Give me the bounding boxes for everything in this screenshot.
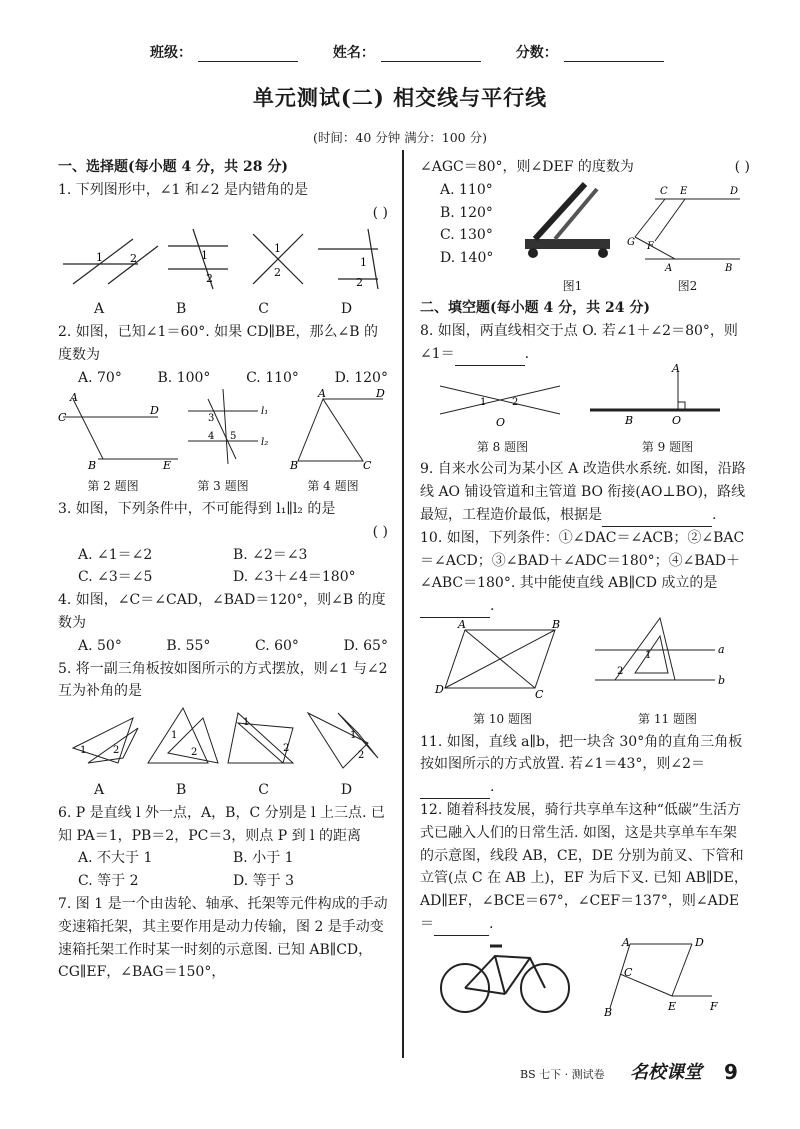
svg-text:G: G: [627, 236, 635, 248]
question-text: 7. 图 1 是一个由齿轮、轴承、托架等元件构成的手动变速箱托架，其主要作用是动力传输，图 2 是手动变速箱托架工作时某一时刻的示意图. 已知 AB∥CD，CG∥EF，∠BAG＝150°，: [58, 895, 388, 981]
q7-figure-1-gearbox: [525, 184, 610, 258]
q5-figures: [58, 703, 388, 771]
page-title: 单元测试(二) 相交线与平行线: [252, 85, 548, 110]
svg-text:B: B: [290, 459, 299, 473]
svg-text:C: C: [58, 411, 67, 425]
svg-text:2: 2: [274, 266, 281, 280]
svg-text:4: 4: [208, 431, 215, 443]
svg-text:E: E: [668, 999, 677, 1013]
page-number: 9: [724, 1060, 738, 1084]
q8-end: .: [524, 345, 530, 362]
caption-q11: 第 11 题图: [638, 711, 697, 726]
q5-option-a[interactable]: A: [93, 781, 105, 798]
svg-text:A: A: [622, 935, 630, 949]
svg-text:2: 2: [512, 396, 519, 408]
q2-option-a[interactable]: A. 70°: [78, 369, 122, 386]
q5-figure-c: [228, 713, 293, 763]
question-8: [420, 320, 750, 366]
q9-end: .: [712, 506, 717, 523]
score-label: 分数：: [515, 45, 558, 61]
caption-q4: 第 4 题图: [307, 479, 359, 494]
q7-option-a[interactable]: A. 110°: [440, 181, 493, 198]
q3-option-b[interactable]: B. ∠2＝∠3: [233, 546, 308, 563]
svg-text:1: 1: [80, 745, 87, 757]
q12-frame-diagram: [603, 936, 718, 1019]
column-divider: [402, 150, 404, 1058]
q1-figures: [58, 224, 388, 294]
q4-option-d[interactable]: D. 65°: [343, 637, 388, 654]
q2-option-d[interactable]: D. 120°: [334, 369, 388, 386]
svg-text:1: 1: [274, 242, 281, 256]
question-text: 5. 将一副三角板按如图所示的方式摆放，则∠1 与∠2 互为补角的是: [58, 660, 388, 700]
svg-text:E: E: [163, 459, 172, 473]
question-text: 1. 下列图形中，∠1 和∠2 是内错角的是: [58, 181, 308, 198]
q6-option-b[interactable]: B. 小于 1: [233, 850, 294, 867]
svg-text:A: A: [672, 361, 680, 375]
answer-paren: ( ): [372, 204, 388, 221]
svg-text:1: 1: [350, 730, 357, 742]
figure-q4: [289, 387, 385, 472]
svg-text:E: E: [680, 185, 688, 197]
q7-figure-2-diagram: [627, 186, 740, 274]
question-text: 12. 随着科技发展，骑行共享单车这种“低碳”生活方式已融入人们的日常生活. 如图，这是共享单车车架的示意图，线段 AB，CE，DE 分别为前叉、下管和立管(点 C 在 AB 上)，EF 为后下叉. 已知 AB∥DE，AD∥EF，∠BCE＝67°，∠CEF＝137°，则∠ADE＝: [420, 801, 748, 932]
question-text: 8. 如图，两直线相交于点 O. 若∠1＋∠2＝80°，则∠1＝: [420, 323, 738, 362]
question-text: 11. 如图，直线 a∥b，把一块含 30°角的直角三角板按如图所示的方式放置. 若∠1＝43°，则∠2＝: [420, 733, 743, 773]
q1-options: [58, 298, 388, 321]
q7-figure-svg: [515, 179, 745, 274]
section-choice-title: 一、选择题(每小题 4 分，共 28 分): [58, 159, 288, 175]
q5-option-d[interactable]: D: [340, 781, 353, 798]
q5-figure-b: [148, 708, 218, 763]
svg-text:O: O: [496, 415, 506, 429]
q3-option-a[interactable]: A. ∠1＝∠2: [78, 546, 153, 563]
svg-text:1: 1: [360, 256, 367, 270]
svg-text:C: C: [363, 459, 372, 473]
question-6: [58, 802, 388, 893]
q7-captions: [515, 275, 745, 298]
question-3: [58, 498, 388, 589]
svg-text:b: b: [718, 673, 726, 687]
svg-text:l₁: l₁: [261, 406, 269, 418]
svg-text:F: F: [647, 240, 654, 252]
svg-text:B: B: [625, 413, 634, 427]
q5-figure-a: [73, 718, 138, 763]
figure-q11: [595, 618, 725, 687]
q12-figures: [420, 935, 750, 1019]
svg-text:O: O: [672, 413, 682, 427]
student-info-header: [150, 42, 694, 62]
svg-text:C: C: [624, 965, 633, 979]
caption-q8: 第 8 题图: [476, 439, 529, 454]
svg-text:D: D: [695, 935, 704, 949]
q5-option-b[interactable]: B: [175, 781, 187, 798]
svg-text:B: B: [604, 1005, 613, 1019]
left-column: [58, 156, 388, 984]
q3-option-c[interactable]: C. ∠3＝∠5: [78, 569, 153, 586]
figures-2-3-4: [58, 387, 388, 473]
q7-body: [420, 179, 750, 298]
q2-options: [58, 367, 388, 390]
captions-2-3-4: [58, 475, 388, 498]
class-label: 班级：: [150, 45, 192, 61]
svg-text:2: 2: [113, 745, 120, 757]
caption-fig2: 图2: [677, 278, 698, 293]
svg-text:C: C: [535, 687, 544, 701]
figure-q10: [434, 618, 560, 701]
figures-10-11: [420, 618, 750, 700]
q4-option-c[interactable]: C. 60°: [255, 637, 299, 654]
caption-fig1: 图1: [562, 278, 583, 293]
q3-options: [58, 544, 388, 590]
caption-q10: 第 10 题图: [473, 711, 532, 726]
svg-text:B: B: [552, 617, 561, 631]
svg-text:A: A: [458, 617, 466, 631]
question-7-continued: [420, 156, 750, 179]
q4-options: [58, 635, 388, 658]
svg-text:1: 1: [96, 251, 103, 265]
footer-series: BS 七下 · 测试卷: [520, 1068, 605, 1081]
name-label: 姓名：: [332, 45, 375, 61]
question-text: 2. 如图，已知∠1＝60°. 如果 CD∥BE，那么∠B 的度数为: [58, 323, 378, 363]
q7-options: [420, 179, 515, 298]
svg-text:1: 1: [645, 649, 652, 661]
q3-option-d[interactable]: D. ∠3＋∠4＝180°: [233, 569, 356, 586]
svg-text:1: 1: [480, 396, 487, 408]
question-12: [420, 799, 750, 936]
svg-text:B: B: [88, 459, 97, 473]
q1-figure-c: [253, 234, 303, 284]
q12-end: .: [489, 915, 494, 932]
captions-10-11: [420, 708, 750, 731]
question-text: 9. 自来水公司为某小区 A 改造供水系统. 如图，沿路线 AO 铺设管道和主管道 BO 衔接(AO⊥BO)，路线最短，工程造价最低，根据是: [420, 461, 746, 523]
question-text: 10. 如图，下列条件：①∠DAC＝∠ACB；②∠BAC＝∠ACD；③∠BAD＋∠ADC＝180°；④∠BAD＋∠ABC＝180°. 其中能使直线 AB∥CD 成立的是: [420, 529, 745, 592]
svg-text:1: 1: [201, 249, 208, 263]
svg-text:a: a: [718, 642, 725, 656]
question-2: [58, 321, 388, 389]
q1-figure-d: [318, 229, 378, 289]
q10-end: .: [490, 598, 495, 615]
q6-options: [58, 847, 388, 893]
question-text: 6. P 是直线 l 外一点，A，B，C 分别是 l 上三点. 已知 PA＝1，PB＝2，PC＝3，则点 P 到 l 的距离: [58, 804, 385, 844]
q6-option-d[interactable]: D. 等于 3: [233, 873, 294, 890]
question-4: [58, 589, 388, 657]
bicycle-illustration: [441, 946, 569, 1012]
svg-text:B: B: [725, 262, 733, 274]
svg-text:l₂: l₂: [261, 437, 269, 449]
svg-text:2: 2: [191, 747, 198, 759]
figure-q9: [590, 362, 720, 427]
svg-text:2: 2: [130, 252, 137, 266]
q1-option-d[interactable]: D: [340, 301, 353, 318]
question-1: [58, 179, 388, 321]
svg-text:1: 1: [243, 717, 250, 729]
right-column: [420, 156, 750, 1024]
svg-text:2: 2: [283, 743, 290, 755]
answer-paren: ( ): [372, 523, 388, 540]
svg-text:D: D: [150, 404, 159, 418]
question-9: [420, 458, 750, 526]
question-text: 4. 如图，∠C＝∠CAD，∠BAD＝120°，则∠B 的度数为: [58, 592, 386, 631]
caption-q9: 第 9 题图: [641, 439, 694, 454]
section-fill-title: 二、填空题(每小题 4 分，共 24 分): [420, 300, 650, 317]
answer-paren: ( ): [734, 159, 750, 175]
question-7: [58, 893, 388, 984]
figure-q2: [58, 391, 178, 472]
svg-text:2: 2: [356, 276, 363, 290]
caption-q2: 第 2 题图: [87, 479, 139, 494]
svg-text:2: 2: [617, 665, 624, 677]
q7-option-c[interactable]: C. 130°: [440, 227, 493, 244]
q2-option-c[interactable]: C. 110°: [246, 369, 299, 386]
svg-text:5: 5: [230, 431, 237, 443]
q2-option-b[interactable]: B. 100°: [157, 369, 211, 386]
publisher-logo: 名校课堂: [630, 1062, 702, 1083]
q1-option-a[interactable]: A: [93, 301, 105, 318]
exam-meta: (时间：40 分钟 满分：100 分): [313, 130, 487, 145]
q12-answer-blank[interactable]: [434, 921, 489, 936]
q11-end: .: [490, 779, 495, 796]
q7-continued-text: ∠AGC＝80°，则∠DEF 的度数为: [420, 159, 634, 175]
q4-option-b[interactable]: B. 55°: [166, 637, 211, 654]
svg-text:D: D: [376, 387, 385, 401]
svg-text:3: 3: [208, 413, 215, 425]
name-field[interactable]: [381, 47, 481, 62]
svg-text:2: 2: [206, 272, 213, 286]
q6-option-c[interactable]: C. 等于 2: [78, 873, 139, 890]
question-text: 3. 如图，下列条件中，不可能得到 l₁∥l₂ 的是: [58, 500, 336, 517]
figure-q8: [440, 386, 560, 429]
q6-option-a[interactable]: A. 不大于 1: [78, 850, 153, 867]
q1-option-c[interactable]: C: [258, 301, 269, 318]
caption-q3: 第 3 题图: [197, 479, 249, 494]
q5-option-c[interactable]: C: [258, 781, 269, 798]
svg-text:A: A: [665, 262, 673, 274]
class-field[interactable]: [198, 47, 298, 62]
q8-answer-blank[interactable]: [455, 351, 525, 366]
captions-8-9: [420, 436, 750, 459]
svg-text:1: 1: [171, 730, 178, 742]
svg-text:F: F: [710, 999, 718, 1013]
score-field[interactable]: [564, 47, 664, 62]
q7-option-b[interactable]: B. 120°: [440, 204, 493, 221]
svg-text:D: D: [730, 185, 739, 197]
svg-text:D: D: [435, 682, 444, 696]
q5-figure-d: [308, 713, 378, 768]
q1-figure-a: [63, 239, 158, 284]
svg-text:C: C: [660, 185, 668, 197]
q9-answer-blank[interactable]: [602, 512, 712, 527]
figures-8-9: [420, 361, 750, 429]
q5-options: [58, 779, 388, 802]
svg-text:A: A: [318, 387, 326, 401]
question-11: [420, 731, 750, 799]
q11-answer-blank[interactable]: [420, 784, 490, 799]
q7-figures: [515, 179, 745, 298]
q4-option-a[interactable]: A. 50°: [78, 637, 122, 654]
q7-option-d[interactable]: D. 140°: [440, 250, 494, 267]
svg-text:2: 2: [358, 750, 365, 762]
question-10: [420, 527, 750, 618]
svg-text:A: A: [70, 391, 78, 405]
q1-option-b[interactable]: B: [175, 301, 187, 318]
question-5: [58, 658, 388, 802]
figure-q3: [188, 389, 268, 464]
q1-figure-b: [168, 229, 228, 289]
q10-answer-blank[interactable]: [420, 603, 490, 618]
